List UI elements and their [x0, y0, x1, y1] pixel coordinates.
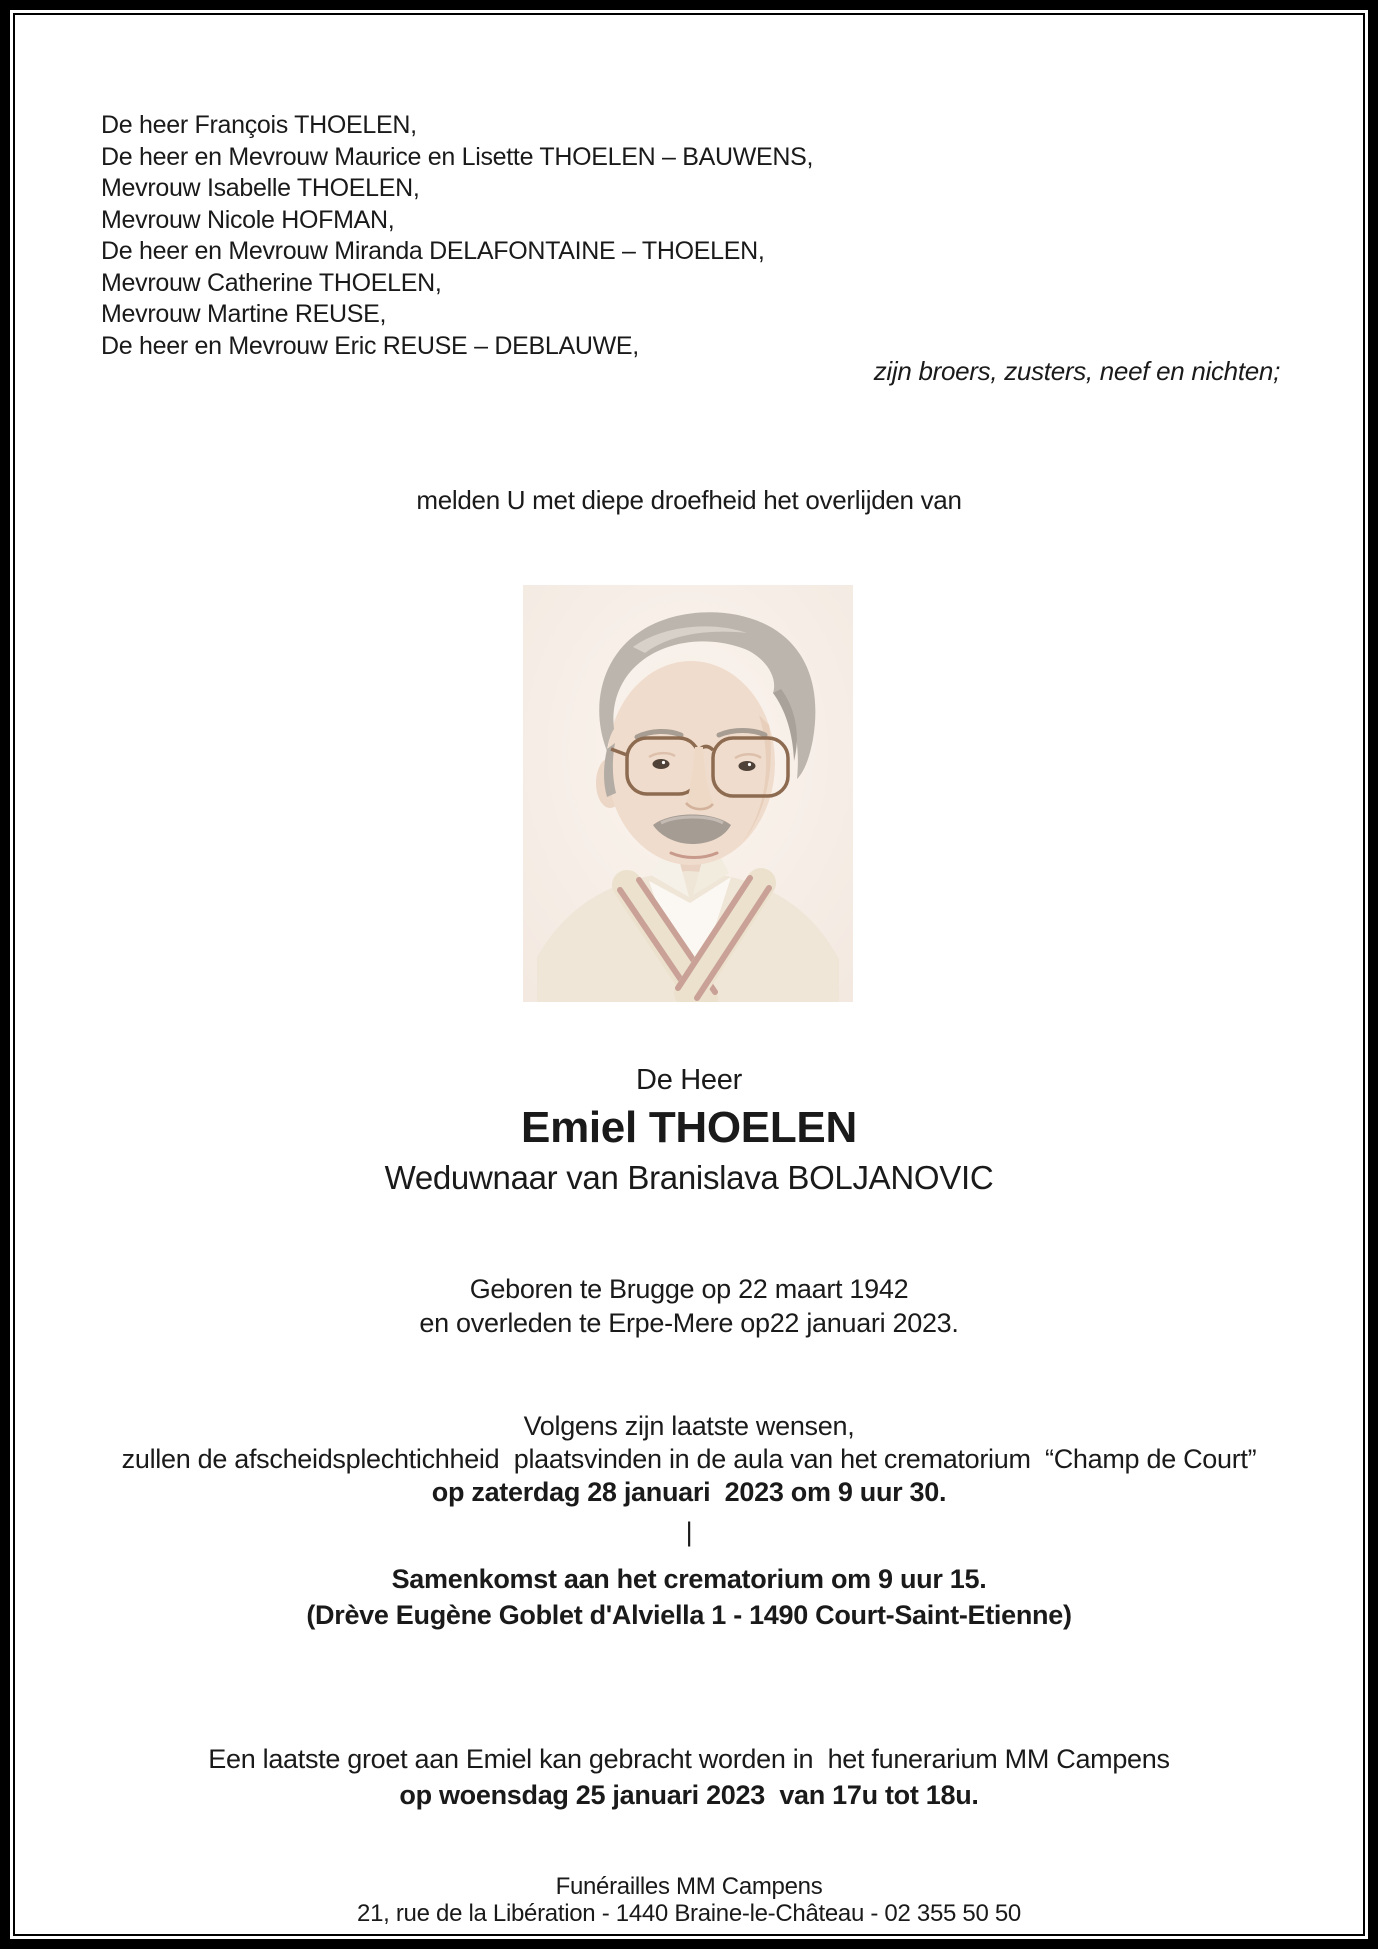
announcers-list	[101, 110, 813, 362]
announcer-line: De heer en Mevrouw Eric REUSE – DEBLAUWE,	[101, 331, 639, 360]
ceremony-block	[15, 1410, 1363, 1633]
ceremony-datetime: op zaterdag 28 januari 2023 om 9 uur 30.	[431, 1477, 947, 1507]
funeral-home-name: Funérailles MM Campens	[555, 1873, 823, 1900]
announcement-line: melden U met diepe droefheid het overlijden van	[416, 485, 962, 515]
gathering-line: Samenkomst aan het crematorium om 9 uur 15.	[391, 1564, 987, 1594]
deceased-title: De Heer	[636, 1064, 742, 1096]
relation-line: zijn broers, zusters, neef en nichten;	[873, 356, 1280, 386]
funeral-home-address: 21, rue de la Libération - 1440 Braine-le-Château - 02 355 50 50	[357, 1900, 1021, 1927]
ceremony-intro: Volgens zijn laatste wensen,	[523, 1411, 855, 1441]
ceremony-location: zullen de afscheidsplechtichheid plaatsvinden in de aula van het crematorium “Champ de Court”	[121, 1444, 1257, 1474]
portrait-photo	[523, 585, 853, 1002]
announcer-line: Mevrouw Isabelle THOELEN,	[101, 174, 420, 202]
deceased-block	[15, 1060, 1363, 1201]
gathering-address-line: (Drève Eugène Goblet d'Alviella 1 - 1490 Court-Saint-Etienne)	[306, 1600, 1072, 1630]
separator-mark: |	[685, 1517, 693, 1547]
visitation-line: Een laatste groet aan Emiel kan gebracht worden in het funerarium MM Campens	[208, 1744, 1170, 1774]
announcer-line: De heer François THOELEN,	[101, 111, 417, 139]
announcer-line: Mevrouw Catherine THOELEN,	[101, 268, 442, 297]
birth-line: Geboren te Brugge op 22 maart 1942	[469, 1274, 909, 1304]
portrait-illustration	[523, 585, 853, 1002]
life-dates-block	[15, 1272, 1363, 1340]
announcer-line: De heer en Mevrouw Miranda DELAFONTAINE – THOELEN,	[101, 237, 765, 265]
death-line: en overleden te Erpe-Mere op22 januari 2023.	[419, 1308, 959, 1338]
announcer-line: Mevrouw Martine REUSE,	[101, 300, 387, 328]
deceased-name: Emiel THOELEN	[521, 1103, 857, 1152]
funeral-home-block	[15, 1873, 1363, 1927]
announcer-line: Mevrouw Nicole HOFMAN,	[101, 205, 395, 234]
page-frame	[13, 13, 1365, 1936]
visitation-block	[15, 1741, 1363, 1813]
announcer-line: De heer en Mevrouw Maurice en Lisette THOELEN – BAUWENS,	[101, 142, 814, 171]
widower-line: Weduwnaar van Branislava BOLJANOVIC	[384, 1159, 994, 1196]
visitation-datetime: op woensdag 25 januari 2023 van 17u tot 18u.	[399, 1780, 979, 1810]
